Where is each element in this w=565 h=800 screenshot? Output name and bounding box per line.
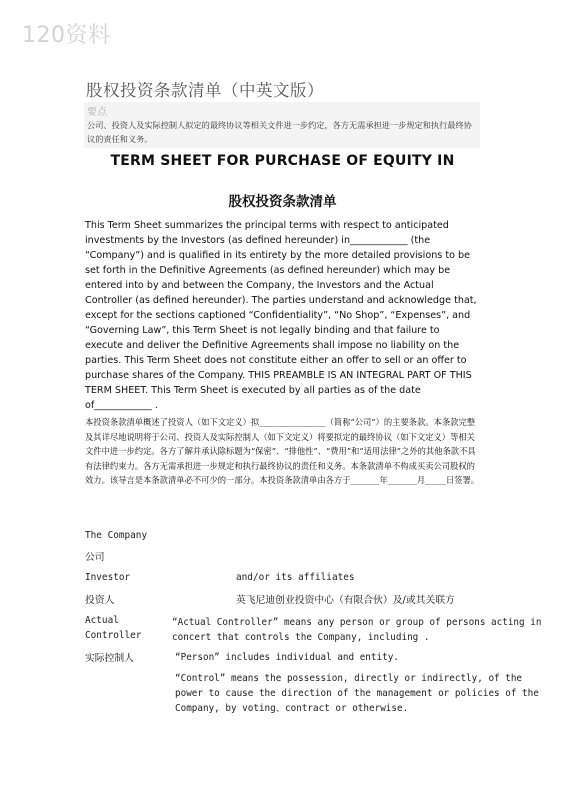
company-label-en: The Company (85, 530, 148, 541)
person-definition: “Person” includes individual and entity. (175, 652, 399, 663)
investor-label-en: Investor (85, 572, 131, 583)
actual-controller-definition-line1: “Actual Controller” means any person or group of persons acting in (172, 617, 542, 628)
investor-label-cn: 投资人 (85, 595, 115, 606)
control-definition-line3: Company, by voting、contract or otherwise. (175, 703, 409, 714)
english-preamble: This Term Sheet summarizes the principal terms with respect to anticipated investments by the Investors (as defined hereunder) in____________ (the “Company”) and is qualified in its entirety by the more detailed provisions to be set forth in the Definitive Agreements (as defined hereunder) which may be entered into by and between the Company, the Investors and the Actual Controller (as defined hereunder). The parties understand and acknowledge that, except for the sections captioned “Confidentiality”, “No Shop”, “Expenses”, and “Governing Law”, this Term Sheet is not legally binding and that failure to execute and deliver the Definitive Agreements shall impose no liability on the parties. This Term Sheet does not constitute either an offer to sell or an offer to purchase shares of the Company. THIS PREAMBLE IS AN INTEGRAL PART OF THIS TERM SHEET. This Term Sheet is executed by all parties as of the date of____________ . (85, 220, 477, 411)
term-sheet-heading: TERM SHEET FOR PURCHASE OF EQUITY IN (110, 153, 455, 169)
summary-label: 要点 (87, 107, 107, 118)
investor-value-cn: 英飞尼迪创业投资中心（有限合伙）及/或其关联方 (236, 595, 455, 606)
investor-value-en: and/or its affiliates (236, 572, 355, 583)
company-label-cn: 公司 (85, 552, 105, 563)
chinese-heading: 股权投资条款清单 (228, 194, 337, 210)
actual-controller-label-line2: Controller (85, 630, 142, 641)
actual-controller-definition-line2: concert that controls the Company, including . (172, 632, 430, 643)
summary-box (84, 102, 480, 148)
summary-text: 公司、投资人及实际控制人拟定的最终协议等相关文件进一步约定，各方无需承担进一步规定和执行最终协议的责任和义务。 (87, 120, 472, 144)
watermark: 120资料 (22, 23, 111, 48)
actual-controller-label-cn: 实际控制人 (85, 653, 134, 664)
chinese-preamble: 本投资条款清单概述了投资人（如下文定义）拟________________（简称“公司”）的主要条款。本条款完整及其详尽地说明将于公司、投资人及实际控制人（如下文定义）将要拟定的最终协议（如下文定义）等相关文件中进一步约定。各方了解并承认除标题为“保密”、“排他性”、“费用”和“适用法律”之外的其他条款不具有法律约束力。各方无需承担进一步规定和执行最终协议的责任和义务。本条款清单不构成买卖公司股权的效力。该导言是本条款清单必不可少的一部分。本投资条款清单由各方于_______年_______月_____日签署。 (85, 417, 480, 485)
control-definition-line2: power to cause the direction of the management or policies of the (175, 688, 539, 699)
actual-controller-label-line1: Actual (85, 615, 119, 626)
document-title: 股权投资条款清单（中英文版） (86, 81, 324, 100)
control-definition-line1: “Control” means the possession, directly or indirectly, of the (175, 673, 523, 684)
